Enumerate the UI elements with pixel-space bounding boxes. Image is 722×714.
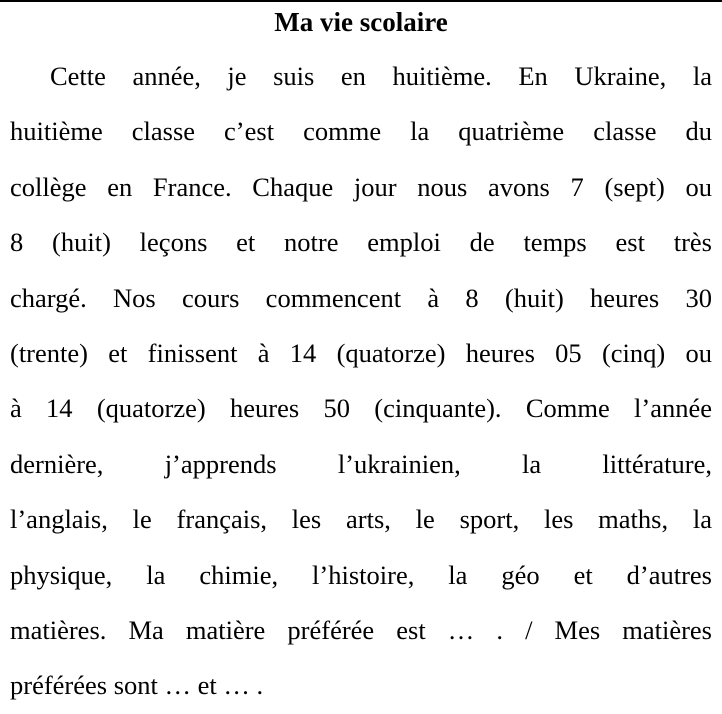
- text-line: à 14 (quatorze) heures 50 (cinquante). Comme l’année: [10, 393, 712, 424]
- document-title: Ma vie scolaire: [274, 7, 448, 37]
- text-line: matières. Ma matière préférée est … . / Mes matières: [10, 614, 712, 645]
- text-line: 8 (huit) leçons et notre emploi de temps est très: [10, 227, 712, 258]
- text-line: dernière, j’apprends l’ukrainien, la littérature,: [10, 448, 712, 479]
- text-line: huitième classe c’est comme la quatrième classe du: [10, 116, 712, 147]
- text-line: physique, la chimie, l’histoire, la géo et d’autres: [10, 559, 712, 590]
- paragraph: [10, 49, 712, 714]
- text-line: préférées sont … et … .: [10, 670, 264, 701]
- text-line: Cette année, je suis en huitième. En Ukraine, la: [50, 61, 712, 91]
- text-line: chargé. Nos cours commencent à 8 (huit) heures 30: [10, 282, 712, 313]
- text-line: l’anglais, le français, les arts, le sport, les maths, la: [10, 504, 712, 535]
- text-line: collège en France. Chaque jour nous avons 7 (sept) ou: [10, 171, 712, 202]
- text-line: (trente) et finissent à 14 (quatorze) heures 05 (cinq) ou: [10, 337, 712, 368]
